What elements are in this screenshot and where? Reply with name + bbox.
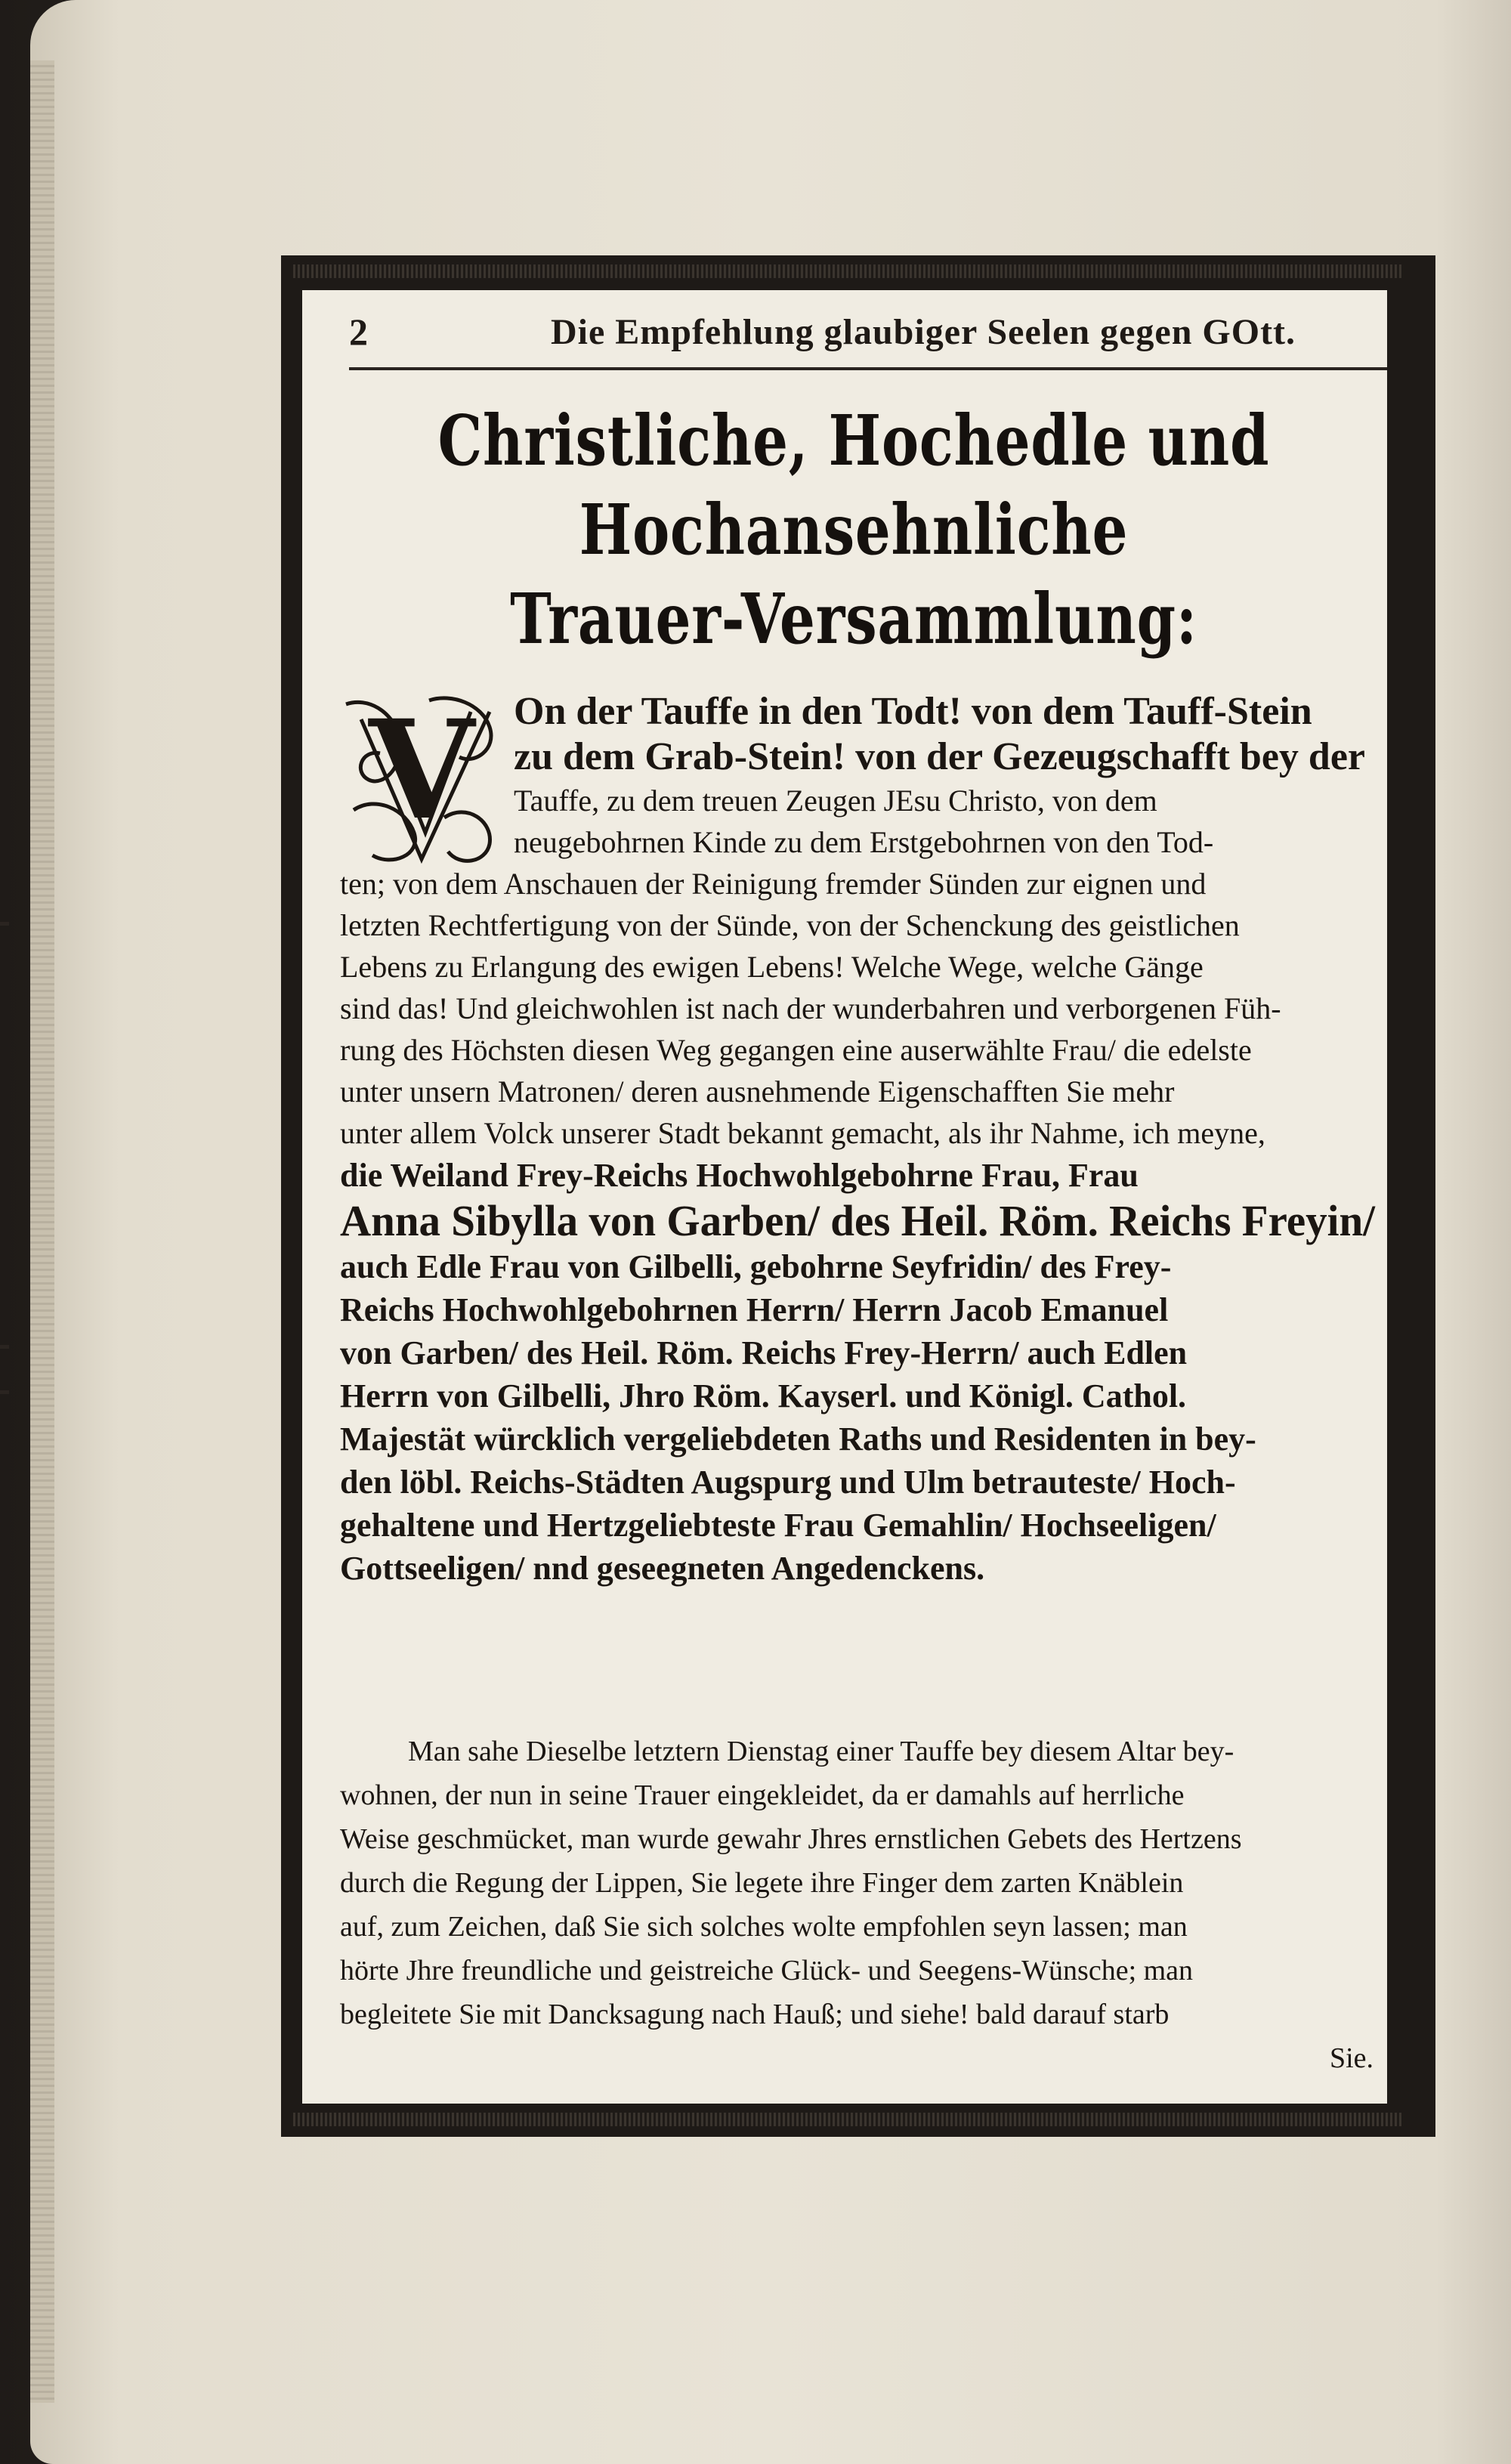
page-edge [30, 60, 54, 2403]
headline-line-1: Christliche, Hochedle und Hochansehnliche [437, 400, 1270, 570]
border-band-top [293, 264, 1404, 278]
text-line: On der Tauffe in den Todt! von dem Tauff-Stein [514, 690, 1312, 733]
running-head [349, 307, 1387, 370]
paragraph-1 [340, 689, 1381, 1590]
text-line: Tauffe, zu dem treuen Zeugen JEsu Christo, von dem [514, 784, 1157, 818]
text-line: Herrn von Gilbelli, Jhro Röm. Kayserl. und Königl. Cathol. [340, 1377, 1187, 1414]
running-title: Die Empfehlung glaubiger Seelen gegen GOtt. [550, 312, 1296, 352]
text-line: Reichs Hochwohlgebohrnen Herrn/ Herrn Jacob Emanuel [340, 1291, 1169, 1328]
text-block [302, 290, 1387, 2104]
text-line: den löbl. Reichs-Städten Augspurg und Ulm betrauteste/ Hoch- [340, 1464, 1236, 1501]
margin-mark [0, 922, 9, 926]
dropcap-letter: V [369, 691, 474, 850]
text-line: durch die Regung der Lippen, Sie legete ihre Finger dem zarten Knäblein [340, 1867, 1184, 1899]
text-line: zu dem Grab-Stein! von der Gezeugschafft bey der [514, 735, 1366, 778]
text-line: von Garben/ des Heil. Röm. Reichs Frey-Herrn/ auch Edlen [340, 1334, 1188, 1371]
text-line: sind das! Und gleichwohlen ist nach der wunderbahren und verborgenen Füh- [340, 991, 1281, 1025]
text-line: Anna Sibylla von Garben/ des Heil. Röm. Reichs Freyin/ [340, 1196, 1376, 1245]
text-line: unter allem Volck unserer Stadt bekannt gemacht, als ihr Nahme, ich meyne, [340, 1116, 1265, 1150]
text-line: auch Edle Frau von Gilbelli, gebohrne Seyfridin/ des Frey- [340, 1248, 1172, 1285]
text-line: Sie. [1329, 2042, 1373, 2074]
text-line: Man sahe Dieselbe letztern Dienstag einer Tauffe bey diesem Altar bey- [408, 1736, 1234, 1767]
text-line: ten; von dem Anschauen der Reinigung fremder Sünden zur eignen und [340, 867, 1207, 901]
margin-mark [0, 1390, 9, 1394]
text-line: Lebens zu Erlangung des ewigen Lebens! Welche Wege, welche Gänge [340, 950, 1204, 984]
text-line: auf, zum Zeichen, daß Sie sich solches wolte empfohlen seyn lassen; man [340, 1911, 1188, 1943]
text-line: letzten Rechtfertigung von der Sünde, von der Schenckung des geistlichen [340, 908, 1240, 942]
headline [332, 396, 1375, 663]
paragraph-2 [340, 1730, 1381, 2080]
text-line: neugebohrnen Kinde zu dem Erstgebohrnen von den Tod- [514, 825, 1214, 859]
headline-line-2: Trauer-Versammlung: [510, 578, 1197, 660]
margin-marks [0, 922, 15, 1677]
text-line: die Weiland Frey-Reichs Hochwohlgebohrne Frau, Frau [340, 1157, 1139, 1194]
text-line: rung des Höchsten diesen Weg gegangen eine auserwählte Frau/ die edelste [340, 1033, 1252, 1067]
text-line: unter unsern Matronen/ deren ausnehmende Eigenschafften Sie mehr [340, 1074, 1175, 1108]
text-line: gehaltene und Hertzgeliebteste Frau Gemahlin/ Hochseeligen/ [340, 1507, 1216, 1544]
text-line: Gottseeligen/ nnd geseegneten Angedenckens. [340, 1550, 985, 1587]
text-line: Weise geschmücket, man wurde gewahr Jhres ernstlichen Gebets des Hertzens [340, 1823, 1242, 1855]
page-number: 2 [349, 311, 368, 353]
text-line: hörte Jhre freundliche und geistreiche Glück- und Seegens-Wünsche; man [340, 1955, 1194, 1986]
border-band-bottom [293, 2113, 1404, 2126]
text-line: begleitete Sie mit Dancksagung nach Hauß; und siehe! bald darauf starb [340, 1999, 1170, 2030]
margin-mark [0, 1345, 9, 1349]
text-line: wohnen, der nun in seine Trauer eingekleidet, da er damahls auf herrliche [340, 1779, 1185, 1811]
text-line: Majestät würcklich vergeliebdeten Raths und Residenten in bey- [340, 1421, 1256, 1458]
